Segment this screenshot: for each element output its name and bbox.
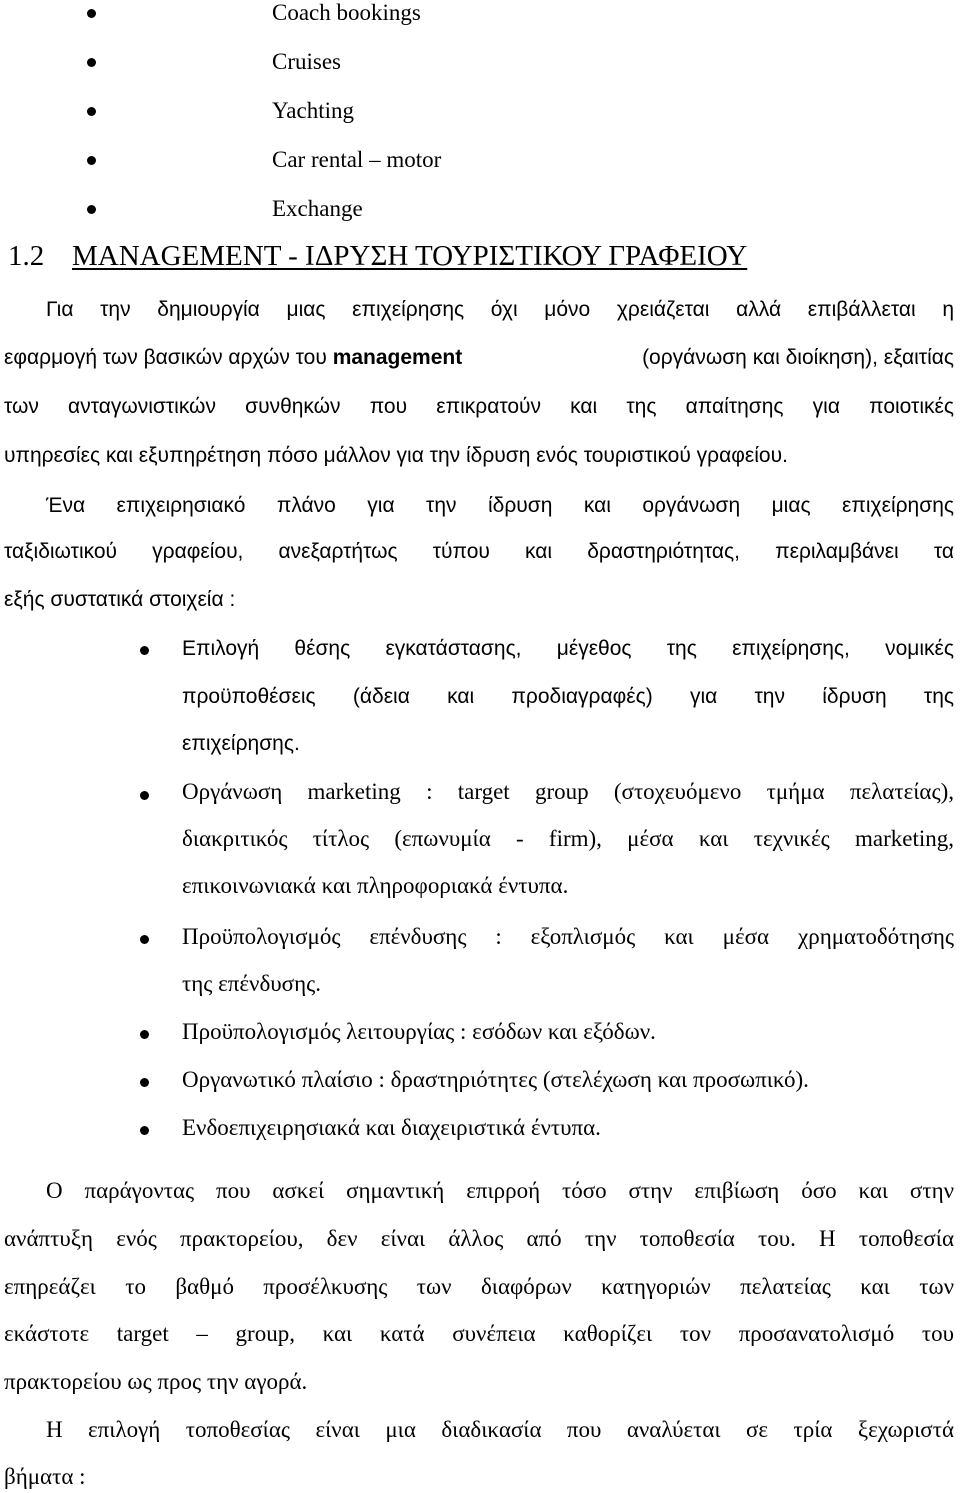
bullet-icon [140,1126,149,1135]
list-item-line: Οργάνωση marketing : target group (στοχευόμενο τμήμα πελατείας), [182,779,954,804]
list-item-line: επιχείρησης. [182,732,300,755]
list-item-line: διακριτικός τίτλος (επωνυμία - firm), μέσα και τεχνικές marketing, [182,826,954,851]
management-term: management [332,346,463,369]
list-item-line: Ενδοεπιχειρησιακά και διαχειριστικά έντυπα. [182,1115,601,1140]
bullet-icon [140,1078,149,1087]
list-item: Yachting [272,98,355,123]
paragraph-line: υπηρεσίες και εξυπηρέτηση πόσο μάλλον για την ίδρυση ενός τουριστικού γραφείου. [4,444,788,467]
list-item-line: Οργανωτικό πλαίσιο : δραστηριότητες (στελέχωση και προσωπικό). [182,1067,809,1092]
section-title: MANAGEMENT - ΙΔΡΥΣΗ ΤΟΥΡΙΣΤΙΚΟΥ ΓΡΑΦΕΙΟΥ [72,240,748,272]
section-number: 1.2 [8,240,45,272]
paragraph-line: εκάστοτε target – group, και κατά συνέπεια καθορίζει τον προσανατολισμό του [4,1321,954,1346]
list-item-line: Προϋπολογισμός επένδυσης : εξοπλισμός και μέσα χρηματοδότησης [182,924,954,949]
bullet-icon [87,205,96,214]
bullet-icon [87,58,96,67]
paragraph-line [4,346,954,370]
bullet-icon [140,1030,149,1039]
bullet-icon [140,791,149,800]
list-item: Exchange [272,196,363,221]
list-item-line: της επένδυσης. [182,971,321,996]
bullet-icon [87,107,96,116]
line-text: (οργάνωση και διοίκηση), εξαιτίας [636,346,954,369]
paragraph-line: ταξιδιωτικού γραφείου, ανεξαρτήτως τύπου και δραστηριότητας, περιλαμβάνει τα [4,540,954,563]
paragraph-line: Ένα επιχειρησιακό πλάνο για την ίδρυση και οργάνωση μιας επιχείρησης [46,494,954,517]
paragraph-line: Ο παράγοντας που ασκεί σημαντική επιρροή τόσο στην επιβίωση όσο και στην [46,1178,954,1203]
list-item: Car rental – motor [272,147,442,172]
list-item: Coach bookings [272,0,421,25]
paragraph-line: των ανταγωνιστικών συνθηκών που επικρατούν και της απαίτησης για ποιοτικές [4,395,954,418]
bullet-icon [140,935,149,944]
paragraph-line: ανάπτυξη ενός πρακτορείου, δεν είναι άλλος από την τοποθεσία του. Η τοποθεσία [4,1226,954,1251]
list-item: Cruises [272,49,341,74]
bullet-icon [140,646,149,655]
line-text: εφαρμογή των βασικών αρχών του [4,346,333,369]
list-item-line: επικοινωνιακά και πληροφοριακά έντυπα. [182,873,569,898]
paragraph-line: Για την δημιουργία μιας επιχείρησης όχι μόνο χρειάζεται αλλά επιβάλλεται η [46,298,954,321]
list-item-line: προϋποθέσεις (άδεια και προδιαγραφές) για την ίδρυση της [182,685,954,708]
paragraph-line: Η επιλογή τοποθεσίας είναι μια διαδικασία που αναλύεται σε τρία ξεχωριστά [46,1417,954,1442]
paragraph-line: επηρεάζει το βαθμό προσέλκυσης των διαφόρων κατηγοριών πελατείας και των [4,1274,954,1299]
list-item-line: Προϋπολογισμός λειτουργίας : εσόδων και εξόδων. [182,1019,656,1044]
list-item-line: Επιλογή θέσης εγκατάστασης, μέγεθος της επιχείρησης, νομικές [182,637,954,660]
paragraph-line: πρακτορείου ως προς την αγορά. [4,1369,308,1394]
paragraph-line: βήματα : [4,1464,86,1489]
bullet-icon [87,9,96,18]
paragraph-line: εξής συστατικά στοιχεία : [4,588,236,611]
bullet-icon [87,156,96,165]
